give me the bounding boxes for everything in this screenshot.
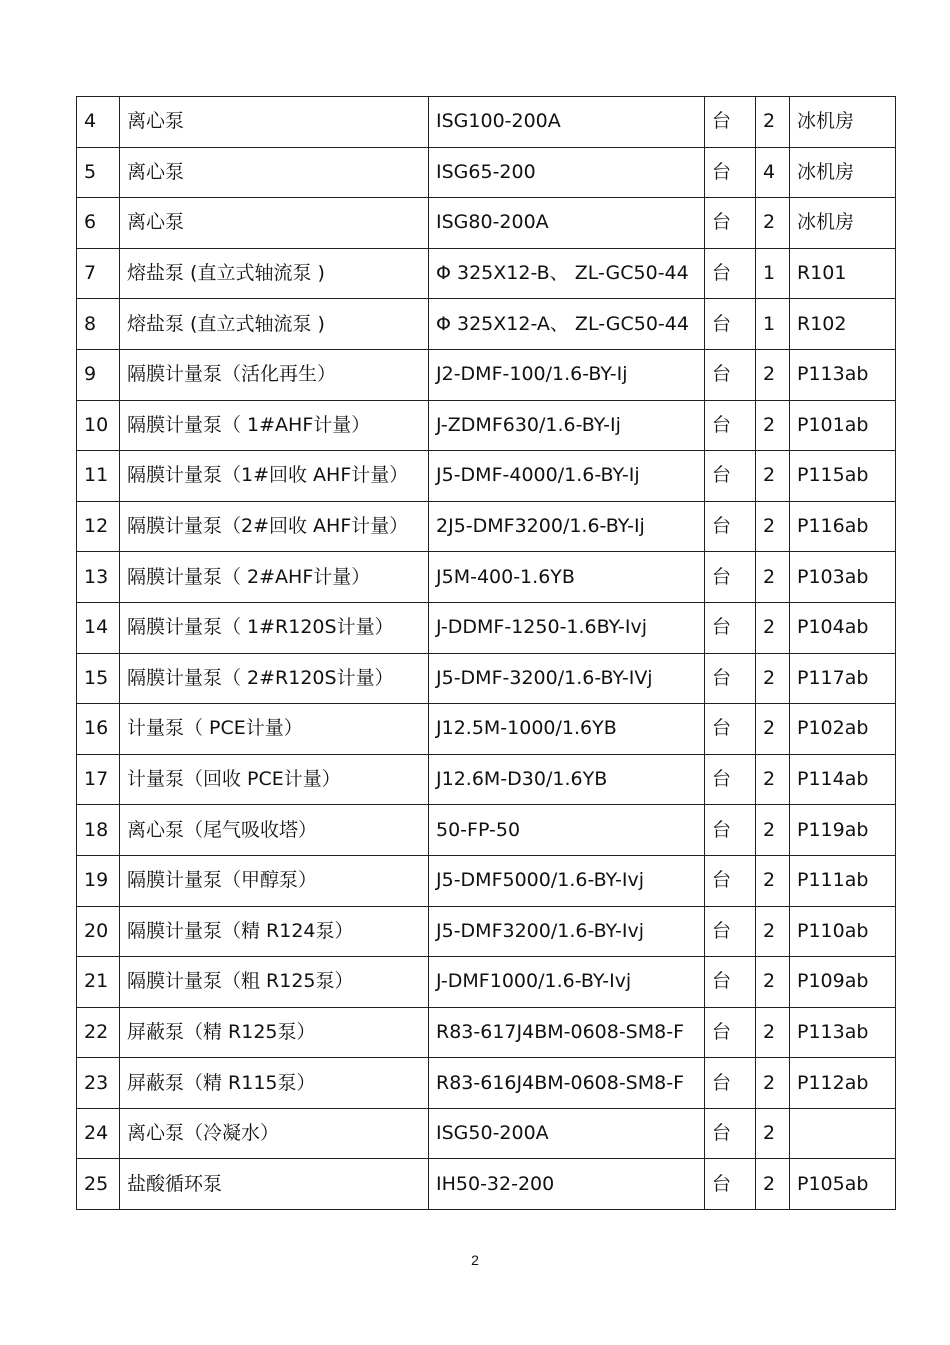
model-spec-cell: ISG65-200 (429, 147, 705, 198)
row-number-cell: 22 (77, 1007, 120, 1058)
model-spec-cell: J-ZDMF630/1.6-BY-Ij (429, 400, 705, 451)
row-number-cell: 15 (77, 653, 120, 704)
quantity-cell: 2 (756, 704, 790, 755)
quantity-cell: 2 (756, 602, 790, 653)
page-number: 2 (471, 1252, 479, 1268)
model-spec-cell: J5-DMF-3200/1.6-BY-IVj (429, 653, 705, 704)
table-row (77, 1058, 896, 1109)
table-row (77, 1108, 896, 1159)
quantity-cell: 1 (756, 248, 790, 299)
location-cell: R102 (790, 299, 896, 350)
unit-cell: 台 (705, 501, 756, 552)
table-row (77, 906, 896, 957)
table-row (77, 653, 896, 704)
location-cell: 冰机房 (790, 198, 896, 249)
unit-cell: 台 (705, 602, 756, 653)
unit-cell: 台 (705, 906, 756, 957)
row-number-cell: 5 (77, 147, 120, 198)
model-spec-cell: J-DMF1000/1.6-BY-Ivj (429, 957, 705, 1008)
unit-cell: 台 (705, 349, 756, 400)
model-spec-cell: ISG50-200A (429, 1108, 705, 1159)
model-spec-cell: J12.6M-D30/1.6YB (429, 754, 705, 805)
quantity-cell: 2 (756, 653, 790, 704)
equipment-name-cell: 离心泵 (120, 147, 429, 198)
location-cell: P109ab (790, 957, 896, 1008)
location-cell: P111ab (790, 855, 896, 906)
row-number-cell: 11 (77, 451, 120, 502)
table-row (77, 855, 896, 906)
unit-cell: 台 (705, 552, 756, 603)
model-spec-cell: IH50-32-200 (429, 1159, 705, 1210)
location-cell: P115ab (790, 451, 896, 502)
location-cell: P116ab (790, 501, 896, 552)
unit-cell: 台 (705, 451, 756, 502)
location-cell: R101 (790, 248, 896, 299)
equipment-name-cell: 隔膜计量泵（ 1#AHF计量） (120, 400, 429, 451)
unit-cell: 台 (705, 805, 756, 856)
model-spec-cell: J5-DMF-4000/1.6-BY-Ij (429, 451, 705, 502)
quantity-cell: 2 (756, 501, 790, 552)
model-spec-cell: J-DDMF-1250-1.6BY-Ivj (429, 602, 705, 653)
unit-cell: 台 (705, 704, 756, 755)
location-cell: P112ab (790, 1058, 896, 1109)
table-row (77, 248, 896, 299)
row-number-cell: 8 (77, 299, 120, 350)
row-number-cell: 19 (77, 855, 120, 906)
table-row (77, 147, 896, 198)
quantity-cell: 2 (756, 1159, 790, 1210)
equipment-name-cell: 隔膜计量泵（活化再生） (120, 349, 429, 400)
equipment-name-cell: 盐酸循环泵 (120, 1159, 429, 1210)
table-row (77, 805, 896, 856)
equipment-name-cell: 隔膜计量泵（ 2#R120S计量） (120, 653, 429, 704)
model-spec-cell: 2J5-DMF3200/1.6-BY-Ij (429, 501, 705, 552)
quantity-cell: 2 (756, 957, 790, 1008)
location-cell: P105ab (790, 1159, 896, 1210)
equipment-name-cell: 熔盐泵 (直立式轴流泵 ) (120, 299, 429, 350)
table-row (77, 299, 896, 350)
model-spec-cell: R83-616J4BM-0608-SM8-F (429, 1058, 705, 1109)
model-spec-cell: R83-617J4BM-0608-SM8-F (429, 1007, 705, 1058)
equipment-name-cell: 隔膜计量泵（1#回收 AHF计量） (120, 451, 429, 502)
equipment-name-cell: 隔膜计量泵（ 2#AHF计量） (120, 552, 429, 603)
quantity-cell: 2 (756, 1108, 790, 1159)
quantity-cell: 2 (756, 198, 790, 249)
quantity-cell: 2 (756, 754, 790, 805)
equipment-name-cell: 隔膜计量泵（2#回收 AHF计量） (120, 501, 429, 552)
table-row (77, 501, 896, 552)
model-spec-cell: J12.5M-1000/1.6YB (429, 704, 705, 755)
row-number-cell: 20 (77, 906, 120, 957)
location-cell: P119ab (790, 805, 896, 856)
location-cell: P102ab (790, 704, 896, 755)
row-number-cell: 12 (77, 501, 120, 552)
quantity-cell: 2 (756, 855, 790, 906)
equipment-name-cell: 计量泵（回收 PCE计量） (120, 754, 429, 805)
model-spec-cell: J5-DMF5000/1.6-BY-Ivj (429, 855, 705, 906)
unit-cell: 台 (705, 248, 756, 299)
quantity-cell: 2 (756, 400, 790, 451)
model-spec-cell: Φ 325X12-A、 ZL-GC50-44 (429, 299, 705, 350)
table-row (77, 552, 896, 603)
location-cell: 冰机房 (790, 147, 896, 198)
location-cell: P103ab (790, 552, 896, 603)
quantity-cell: 2 (756, 97, 790, 148)
unit-cell: 台 (705, 1007, 756, 1058)
unit-cell: 台 (705, 653, 756, 704)
equipment-name-cell: 屏蔽泵（精 R125泵） (120, 1007, 429, 1058)
equipment-name-cell: 计量泵（ PCE计量） (120, 704, 429, 755)
unit-cell: 台 (705, 1159, 756, 1210)
unit-cell: 台 (705, 299, 756, 350)
location-cell: P117ab (790, 653, 896, 704)
table-row (77, 451, 896, 502)
equipment-name-cell: 离心泵 (120, 97, 429, 148)
row-number-cell: 4 (77, 97, 120, 148)
quantity-cell: 2 (756, 805, 790, 856)
row-number-cell: 9 (77, 349, 120, 400)
table-row (77, 400, 896, 451)
table-row (77, 602, 896, 653)
row-number-cell: 23 (77, 1058, 120, 1109)
quantity-cell: 2 (756, 906, 790, 957)
unit-cell: 台 (705, 97, 756, 148)
equipment-table-body (77, 97, 896, 1210)
row-number-cell: 7 (77, 248, 120, 299)
location-cell: P104ab (790, 602, 896, 653)
table-row (77, 97, 896, 148)
row-number-cell: 6 (77, 198, 120, 249)
equipment-name-cell: 屏蔽泵（精 R115泵） (120, 1058, 429, 1109)
model-spec-cell: J5M-400-1.6YB (429, 552, 705, 603)
location-cell: P110ab (790, 906, 896, 957)
table-row (77, 704, 896, 755)
location-cell: P113ab (790, 1007, 896, 1058)
model-spec-cell: J2-DMF-100/1.6-BY-Ij (429, 349, 705, 400)
equipment-name-cell: 隔膜计量泵（粗 R125泵） (120, 957, 429, 1008)
table-row (77, 957, 896, 1008)
quantity-cell: 2 (756, 451, 790, 502)
unit-cell: 台 (705, 1108, 756, 1159)
row-number-cell: 13 (77, 552, 120, 603)
table-row (77, 349, 896, 400)
unit-cell: 台 (705, 754, 756, 805)
quantity-cell: 1 (756, 299, 790, 350)
equipment-name-cell: 熔盐泵 (直立式轴流泵 ) (120, 248, 429, 299)
unit-cell: 台 (705, 1058, 756, 1109)
unit-cell: 台 (705, 400, 756, 451)
model-spec-cell: J5-DMF3200/1.6-BY-Ivj (429, 906, 705, 957)
equipment-name-cell: 隔膜计量泵（精 R124泵） (120, 906, 429, 957)
equipment-name-cell: 隔膜计量泵（甲醇泵） (120, 855, 429, 906)
row-number-cell: 16 (77, 704, 120, 755)
unit-cell: 台 (705, 957, 756, 1008)
row-number-cell: 10 (77, 400, 120, 451)
row-number-cell: 24 (77, 1108, 120, 1159)
table-row (77, 754, 896, 805)
location-cell (790, 1108, 896, 1159)
location-cell: P101ab (790, 400, 896, 451)
unit-cell: 台 (705, 198, 756, 249)
equipment-name-cell: 离心泵（尾气吸收塔） (120, 805, 429, 856)
row-number-cell: 21 (77, 957, 120, 1008)
equipment-name-cell: 离心泵 (120, 198, 429, 249)
equipment-table (76, 96, 896, 1210)
row-number-cell: 18 (77, 805, 120, 856)
location-cell: 冰机房 (790, 97, 896, 148)
quantity-cell: 2 (756, 349, 790, 400)
row-number-cell: 25 (77, 1159, 120, 1210)
quantity-cell: 2 (756, 1007, 790, 1058)
table-row (77, 1159, 896, 1210)
equipment-name-cell: 离心泵（冷凝水） (120, 1108, 429, 1159)
quantity-cell: 2 (756, 1058, 790, 1109)
location-cell: P114ab (790, 754, 896, 805)
unit-cell: 台 (705, 147, 756, 198)
table-row (77, 1007, 896, 1058)
unit-cell: 台 (705, 855, 756, 906)
equipment-name-cell: 隔膜计量泵（ 1#R120S计量） (120, 602, 429, 653)
row-number-cell: 14 (77, 602, 120, 653)
model-spec-cell: 50-FP-50 (429, 805, 705, 856)
table-row (77, 198, 896, 249)
model-spec-cell: ISG80-200A (429, 198, 705, 249)
quantity-cell: 4 (756, 147, 790, 198)
location-cell: P113ab (790, 349, 896, 400)
model-spec-cell: ISG100-200A (429, 97, 705, 148)
model-spec-cell: Φ 325X12-B、 ZL-GC50-44 (429, 248, 705, 299)
row-number-cell: 17 (77, 754, 120, 805)
quantity-cell: 2 (756, 552, 790, 603)
